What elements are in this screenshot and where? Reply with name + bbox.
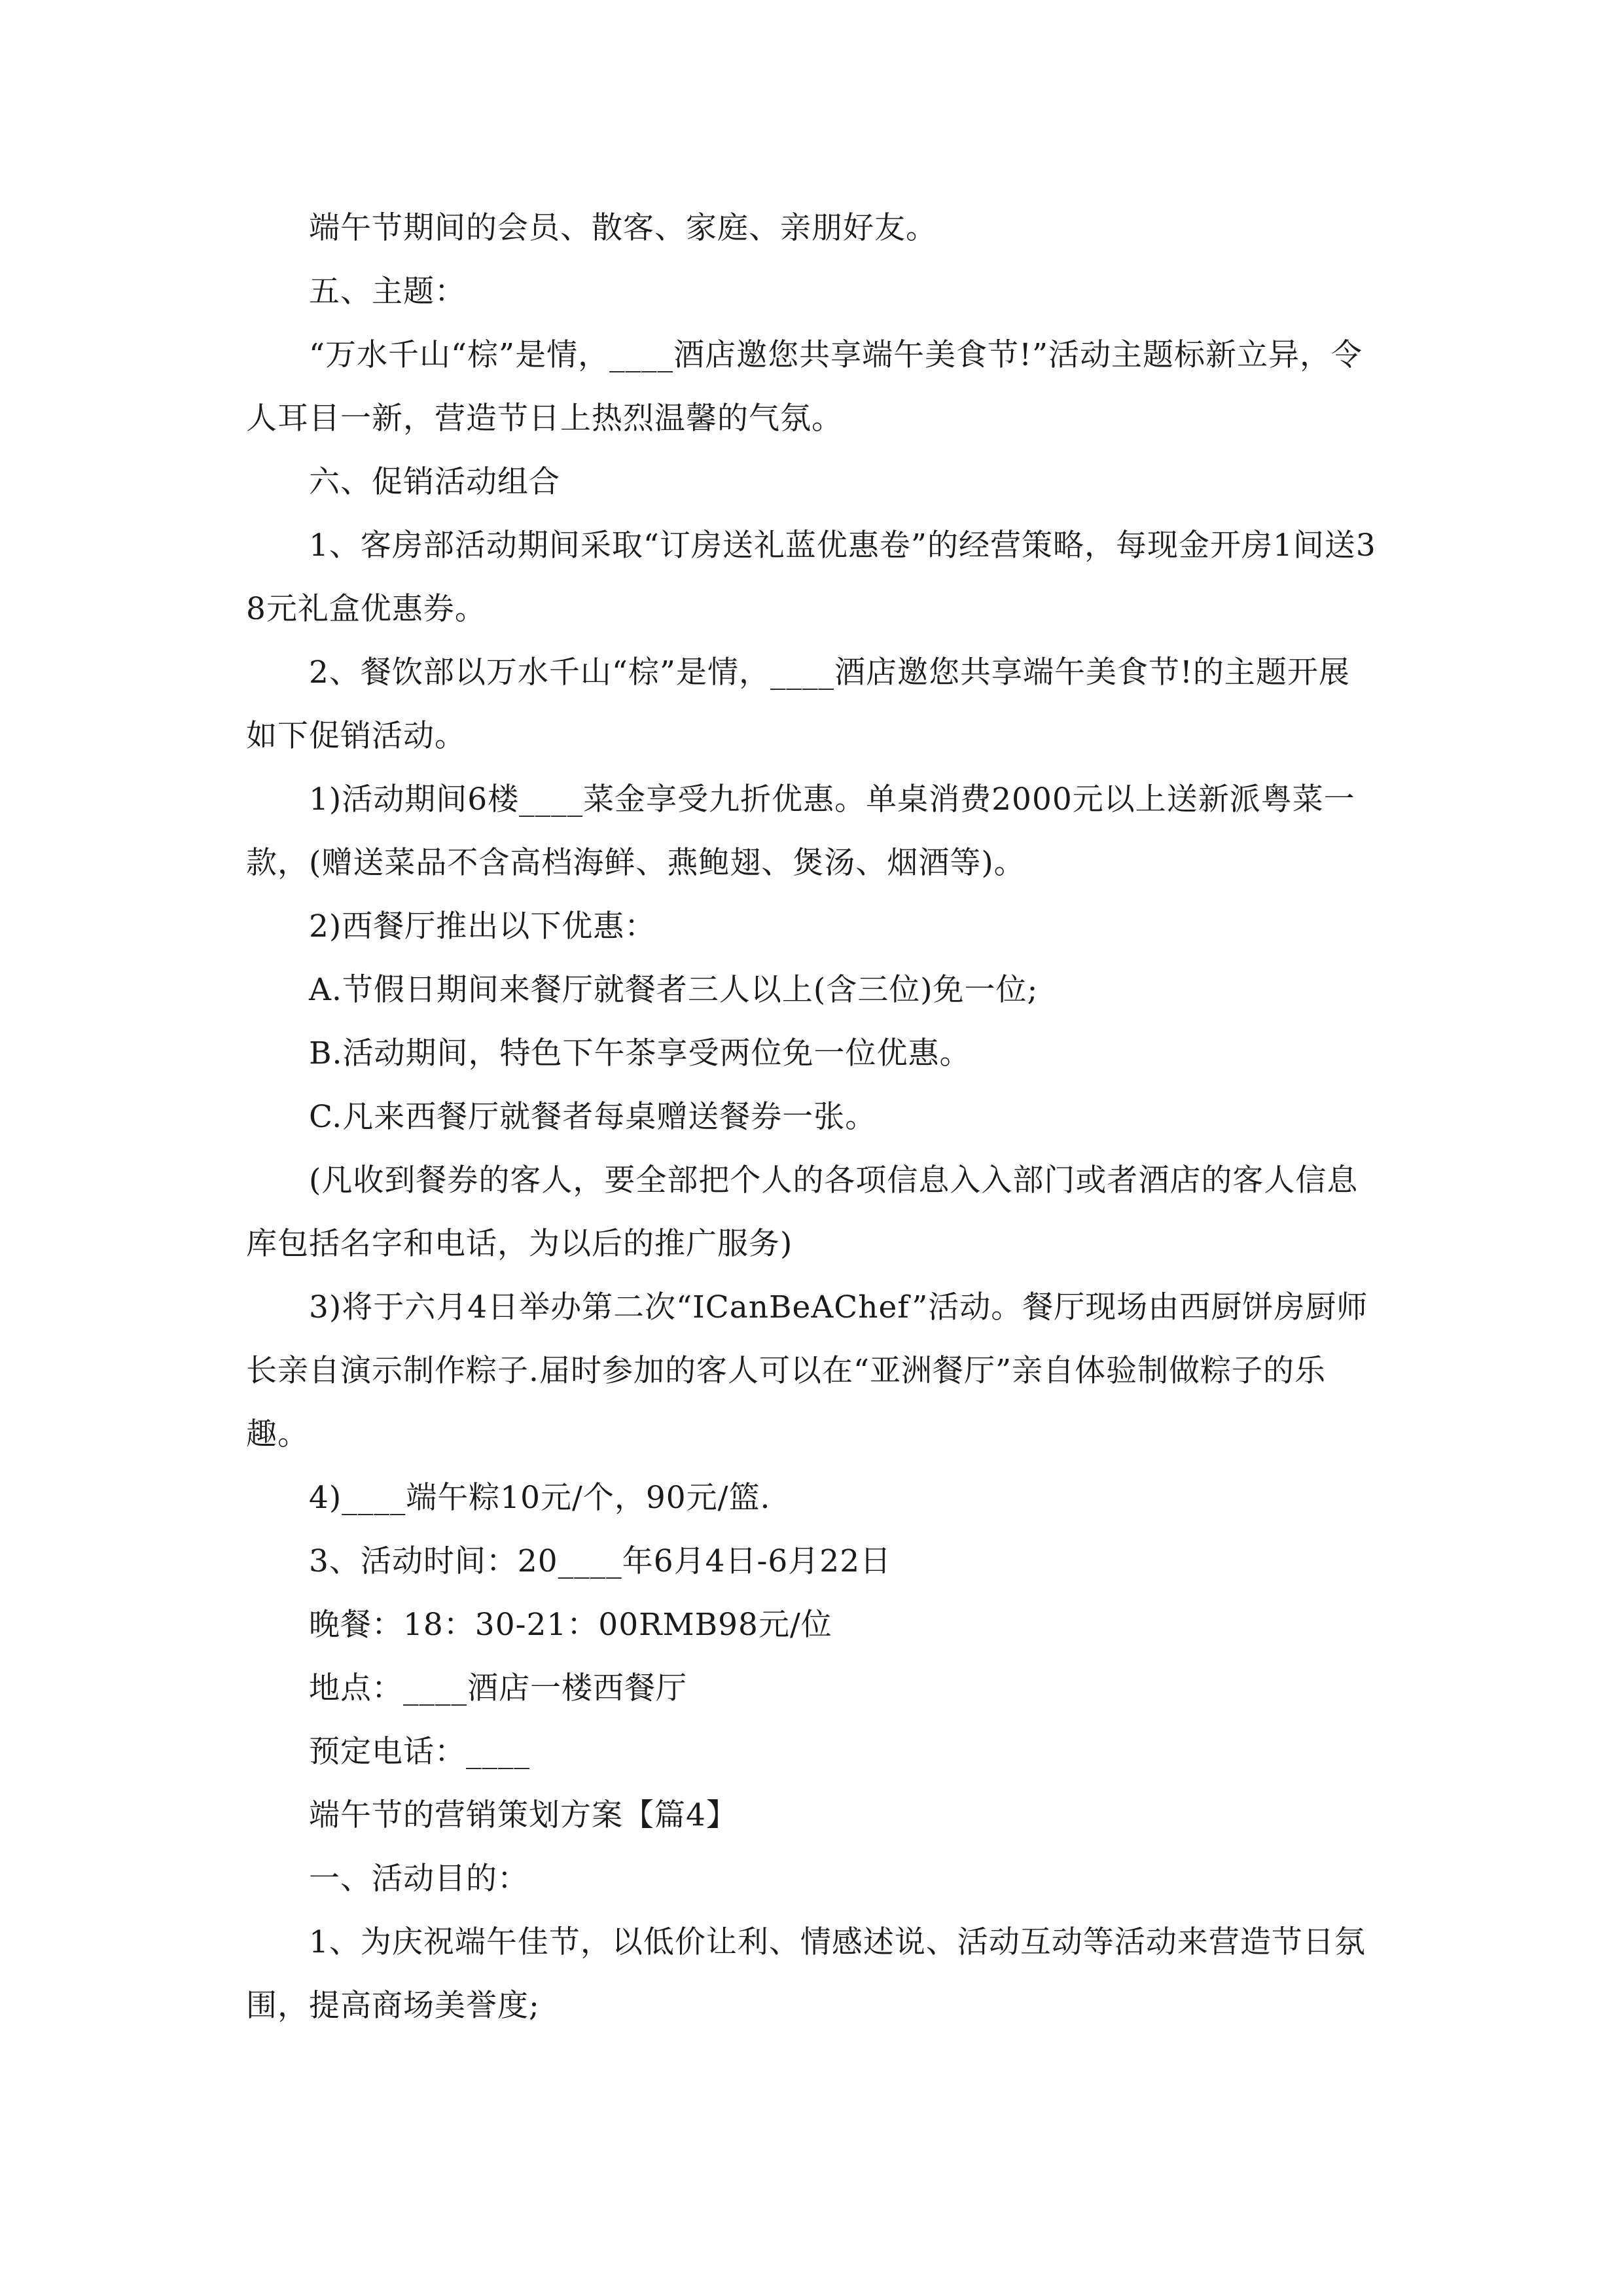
paragraph-audience: 端午节期间的会员、散客、家庭、亲朋好友。 (309, 210, 937, 246)
paragraph-theme: “万水千山“棕”是情，____酒店邀您共享端午美食节!”活动主题标新立异，令人耳目一新，营造节日上热烈温馨的气氛。 (246, 337, 1363, 437)
document-body (246, 196, 1378, 2037)
paragraph-chef-event: 3)将于六月4日举办第二次“ICanBeAChef”活动。餐厅现场由西厨饼房厨师长亲自演示制作粽子.届时参加的客人可以在“亚洲餐厅”亲自体验制做粽子的乐趣。 (246, 1289, 1368, 1452)
paragraph-purpose-1: 1、为庆祝端午佳节，以低价让利、情感述说、活动互动等活动来营造节日氛围，提高商场美誉度; (246, 1924, 1366, 2024)
paragraph-catering: 2、餐饮部以万水千山“棕”是情，____酒店邀您共享端午美食节!的主题开展如下促销活动。 (246, 655, 1350, 754)
paragraph-offer-a: A.节假日期间来餐厅就餐者三人以上(含三位)免一位; (309, 972, 1039, 1008)
paragraph-zongzi-price: 4)____端午粽10元/个，90元/篮. (309, 1480, 771, 1516)
paragraph-offer-c: C.凡来西餐厅就餐者每桌赠送餐券一张。 (309, 1099, 877, 1135)
paragraph-phone: 预定电话：____ (309, 1734, 530, 1770)
heading-theme: 五、主题： (309, 274, 466, 310)
heading-promotion: 六、促销活动组合 (309, 464, 560, 500)
paragraph-western: 2)西餐厅推出以下优惠： (309, 908, 656, 944)
paragraph-rooms: 1、客房部活动期间采取“订房送礼蓝优惠卷”的经营策略，每现金开房1间送38元礼盒优惠券。 (246, 528, 1376, 627)
paragraph-coupon-note: (凡收到餐券的客人，要全部把个人的各项信息入入部门或者酒店的客人信息库包括名字和电话，为以后的推广服务) (246, 1162, 1359, 1262)
section-title-part4: 端午节的营销策划方案【篇4】 (309, 1797, 738, 1833)
paragraph-event-time: 3、活动时间：20____年6月4日-6月22日 (309, 1543, 892, 1579)
paragraph-location: 地点：____酒店一楼西餐厅 (309, 1670, 687, 1706)
paragraph-offer-b: B.活动期间，特色下午茶享受两位免一位优惠。 (309, 1035, 971, 1071)
paragraph-dinner: 晚餐：18：30-21：00RMB98元/位 (309, 1607, 832, 1643)
heading-purpose: 一、活动目的： (309, 1861, 529, 1897)
paragraph-floor6: 1)活动期间6楼____菜金享受九折优惠。单桌消费2000元以上送新派粤菜一款，(赠送菜品不含高档海鲜、燕鲍翅、煲汤、烟酒等)。 (246, 781, 1355, 881)
